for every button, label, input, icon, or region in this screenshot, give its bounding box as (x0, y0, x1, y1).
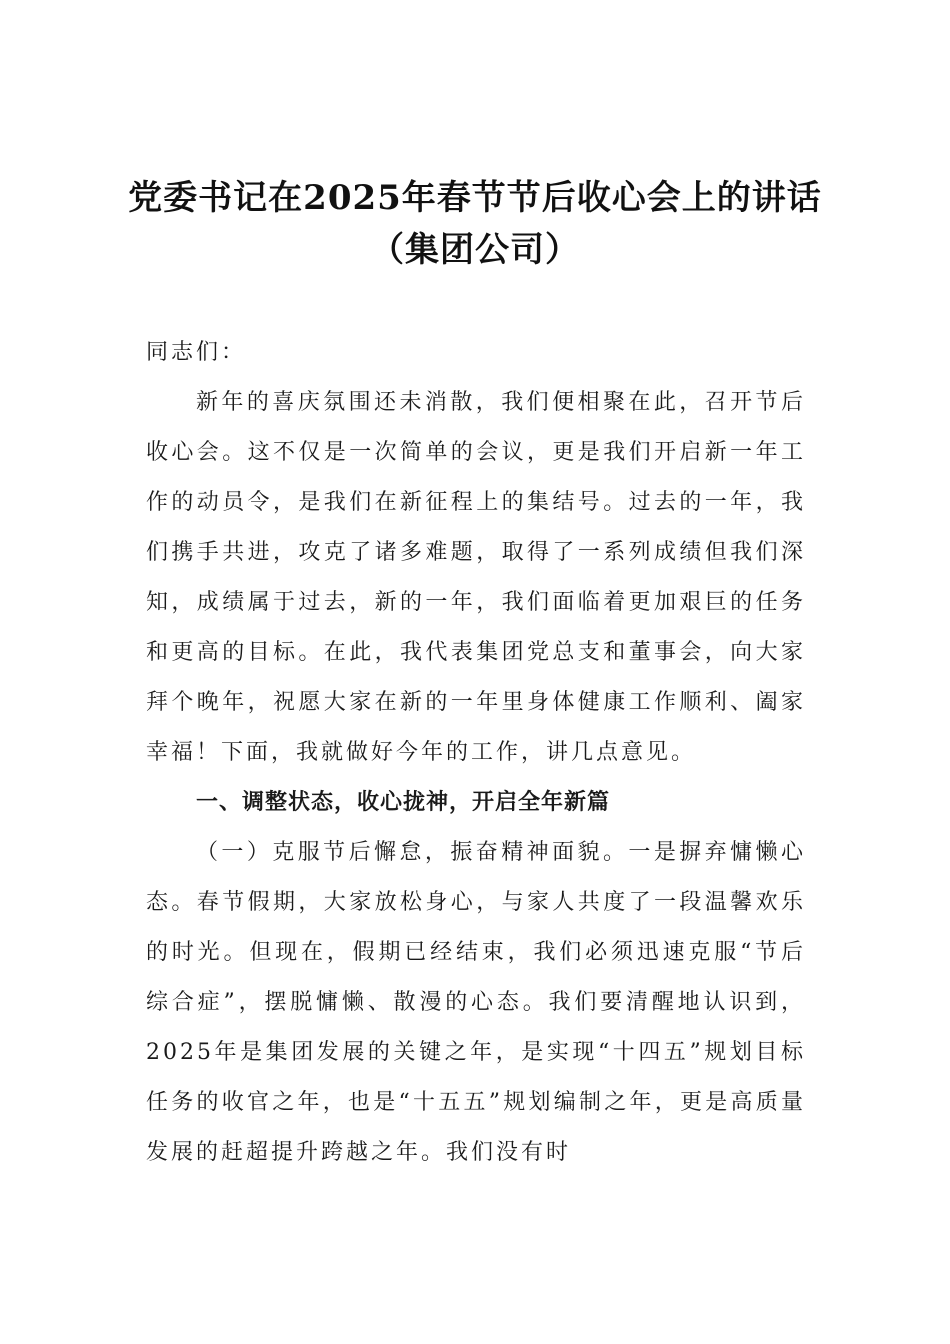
subsection-paragraph: （一）克服节后懈怠，振奋精神面貌。一是摒弃慵懒心态。春节假期，大家放松身心，与家人共度了一段温馨欢乐的时光。但现在，假期已经结束，我们必须迅速克服“节后综合症”，摆脱慵懒、散漫的心态。我们要清醒地认识到，2025年是集团发展的关键之年，是实现“十四五”规划目标任务的收官之年，也是“十五五”规划编制之年，更是高质量发展的赶超提升跨越之年。我们没有时 (146, 840, 806, 1165)
document-body (146, 328, 806, 1178)
section-heading: 一、调整状态，收心拢神，开启全年新篇 (196, 790, 611, 815)
greeting: 同志们： (146, 340, 247, 365)
intro-paragraph: 新年的喜庆氛围还未消散，我们便相聚在此，召开节后收心会。这不仅是一次简单的会议，更是我们开启新一年工作的动员令，是我们在新征程上的集结号。过去的一年，我们携手共进，攻克了诸多难题，取得了一系列成绩但我们深知，成绩属于过去，新的一年，我们面临着更加艰巨的任务和更高的目标。在此，我代表集团党总支和董事会，向大家拜个晚年，祝愿大家在新的一年里身体健康工作顺利、阖家幸福！下面，我就做好今年的工作，讲几点意见。 (146, 390, 806, 765)
document-title: 党委书记在2025年春节节后收心会上的讲话（集团公司） (128, 178, 822, 270)
